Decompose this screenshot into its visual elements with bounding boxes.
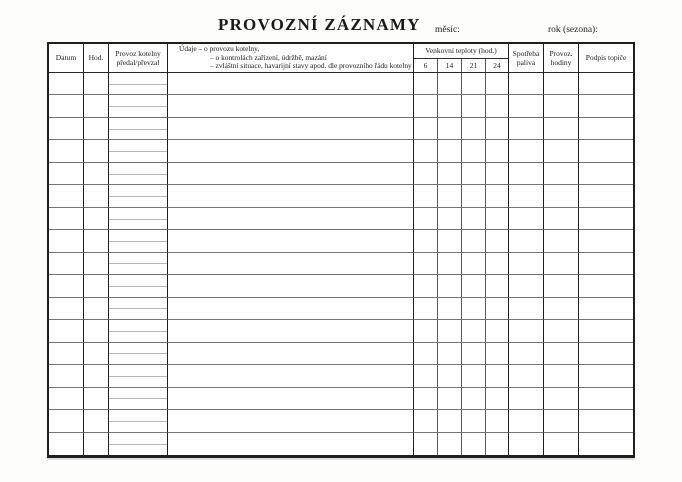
body-cell [579,253,633,275]
body-cell [168,343,414,365]
body-cell [544,275,579,297]
body-cell [109,208,168,230]
body-cell [49,185,84,207]
body-cell [168,298,414,320]
body-cell [109,298,168,320]
body-cell [544,410,579,432]
body-cell [509,95,544,117]
body-cell [462,320,486,342]
body-cell [486,275,509,297]
body-cell [462,140,486,162]
header-spotreba-paliva [509,44,544,73]
body-cell [84,118,109,140]
handover-split-line [109,421,167,422]
body-cell [579,388,633,410]
body-cell [168,230,414,252]
handover-split-line [109,219,167,220]
body-cell [509,118,544,140]
body-cell [509,433,544,455]
header-hod-label: Hod. [88,53,104,63]
body-cell [49,118,84,140]
body-cell [109,230,168,252]
header-datum [49,44,84,73]
body-cell [84,140,109,162]
body-cell [438,410,462,432]
header-udaje-line2: – o kontrolách zařízení, údržbě, mazání [210,52,327,62]
body-cell [49,275,84,297]
body-cell [414,253,438,275]
body-cell [438,230,462,252]
body-cell [49,253,84,275]
body-cell [579,343,633,365]
body-cell [414,433,438,455]
header-udaje-line1: Údaje – o provozu kotelny, [179,43,260,53]
body-cell [49,433,84,455]
body-cell [544,343,579,365]
body-cell [49,298,84,320]
body-cell [109,275,168,297]
body-cell [168,208,414,230]
header-provoz-hodiny-line1: Provoz. [549,48,573,58]
header-provoz-kotelny [109,44,168,73]
body-cell [462,410,486,432]
body-cell [579,298,633,320]
body-cell [579,433,633,455]
body-cell [49,140,84,162]
header-udaje [168,44,414,73]
body-cell [509,320,544,342]
handover-split-line [109,444,167,445]
body-cell [462,343,486,365]
body-cell [486,320,509,342]
body-cell [462,163,486,185]
header-provoz-line1: Provoz kotelny [115,48,161,58]
body-cell [414,275,438,297]
body-cell [509,275,544,297]
body-cell [544,140,579,162]
body-cell [462,118,486,140]
body-cell [579,185,633,207]
body-cell [109,140,168,162]
body-cell [414,320,438,342]
handover-split-line [109,129,167,130]
page-title: PROVOZNÍ ZÁZNAMY [218,15,421,34]
body-cell [438,95,462,117]
header-venkovni-teploty [414,44,509,73]
body-cell [438,275,462,297]
body-cell [109,410,168,432]
body-cell [509,73,544,95]
body-cell [109,320,168,342]
body-cell [168,320,414,342]
body-cell [49,73,84,95]
body-cell [414,208,438,230]
body-cell [544,95,579,117]
body-cell [84,365,109,387]
body-cell [109,253,168,275]
body-cell [509,230,544,252]
body-cell [414,410,438,432]
body-cell [49,208,84,230]
handover-split-line [109,353,167,354]
body-cell [414,230,438,252]
body-cell [49,320,84,342]
body-cell [414,118,438,140]
body-cell [168,95,414,117]
body-cell [486,185,509,207]
body-cell [414,388,438,410]
body-cell [509,343,544,365]
body-cell [84,208,109,230]
handover-split-line [109,286,167,287]
header-udaje-line3: – zvláštní situace, havarijní stavy apod. dle provozního řádu kotelny [210,61,412,71]
body-cell [168,365,414,387]
body-cell [168,253,414,275]
header-provoz-hodiny [544,44,579,73]
body-cell [438,365,462,387]
header-hour-14: 14 [438,59,462,73]
body-cell [84,433,109,455]
body-cell [486,163,509,185]
header-podpis-topice [579,44,633,73]
body-cell [414,140,438,162]
handover-split-line [109,376,167,377]
body-cell [49,388,84,410]
body-cell [544,433,579,455]
body-cell [544,253,579,275]
body-cell [109,95,168,117]
body-cell [462,253,486,275]
handover-split-line [109,308,167,309]
body-cell [414,185,438,207]
body-cell [168,275,414,297]
header-provoz-hodiny-line2: hodiny [550,58,572,67]
body-cell [84,388,109,410]
body-cell [84,95,109,117]
body-cell [49,365,84,387]
body-cell [109,388,168,410]
body-cell [84,73,109,95]
body-cell [84,163,109,185]
body-cell [109,365,168,387]
body-cell [486,388,509,410]
body-cell [486,140,509,162]
body-cell [509,298,544,320]
body-cell [438,253,462,275]
handover-split-line [109,106,167,107]
body-cell [462,433,486,455]
body-cell [462,95,486,117]
handover-split-line [109,84,167,85]
body-cell [168,185,414,207]
header-podpis-label: Podpis topiče [585,53,627,63]
body-cell [414,365,438,387]
body-cell [486,73,509,95]
body-cell [414,73,438,95]
body-cell [84,298,109,320]
body-cell [509,365,544,387]
year-label: rok (sezona): [548,25,598,35]
body-cell [84,185,109,207]
body-cell [84,320,109,342]
body-cell [544,298,579,320]
body-cell [438,343,462,365]
body-cell [168,388,414,410]
body-cell [168,118,414,140]
body-cell [414,343,438,365]
body-cell [84,343,109,365]
header-hod [84,44,109,73]
header-hour-6: 6 [414,59,438,73]
body-cell [462,208,486,230]
body-cell [438,185,462,207]
body-cell [168,433,414,455]
body-cell [509,140,544,162]
body-cell [84,410,109,432]
body-cell [414,163,438,185]
body-cell [486,298,509,320]
body-cell [509,185,544,207]
body-cell [49,410,84,432]
body-cell [486,230,509,252]
body-cell [579,73,633,95]
body-cell [544,320,579,342]
body-cell [84,275,109,297]
log-table [47,42,635,458]
body-cell [109,433,168,455]
body-cell [438,433,462,455]
body-cell [438,140,462,162]
body-cell [49,343,84,365]
body-cell [544,73,579,95]
header-spotreba-line2: paliva [516,58,536,67]
body-cell [49,230,84,252]
body-cell [84,253,109,275]
body-cell [579,208,633,230]
body-cell [438,118,462,140]
body-cell [579,95,633,117]
body-cell [509,388,544,410]
handover-split-line [109,331,167,332]
body-cell [544,185,579,207]
body-cell [462,73,486,95]
body-cell [579,410,633,432]
handover-split-line [109,151,167,152]
body-cell [486,95,509,117]
body-cell [462,275,486,297]
body-cell [438,163,462,185]
body-cell [438,320,462,342]
body-cell [49,95,84,117]
body-cell [109,73,168,95]
body-cell [438,298,462,320]
body-cell [168,410,414,432]
header-provoz-line2: předal/převzal [116,58,160,67]
handover-split-line [109,241,167,242]
body-cell [168,73,414,95]
venkovni-teploty-label: Venkovní teploty (hod.) [414,44,508,59]
body-cell [509,208,544,230]
handover-split-line [109,263,167,264]
handover-split-line [109,196,167,197]
header-datum-label: Datum [55,53,77,63]
body-cell [414,95,438,117]
header-spotreba-line1: Spotřeba [512,48,540,58]
body-cell [509,253,544,275]
body-cell [486,343,509,365]
body-cell [462,230,486,252]
body-cell [579,230,633,252]
body-cell [109,163,168,185]
body-cell [486,208,509,230]
body-cell [579,365,633,387]
body-cell [486,118,509,140]
body-cell [462,185,486,207]
body-cell [109,343,168,365]
header-hour-24: 24 [493,60,501,70]
body-cell [544,118,579,140]
body-cell [579,118,633,140]
body-cell [438,388,462,410]
body-cell [414,298,438,320]
body-cell [462,388,486,410]
body-cell [544,388,579,410]
body-cell [579,320,633,342]
body-cell [438,208,462,230]
header-hour-21: 21 [462,59,486,73]
body-cell [579,275,633,297]
body-cell [49,163,84,185]
body-cell [84,230,109,252]
body-cell [579,140,633,162]
body-cell [544,163,579,185]
body-cell [544,365,579,387]
body-cell [486,433,509,455]
body-cell [486,253,509,275]
venkovni-teploty-hours [414,59,508,73]
body-cell [438,73,462,95]
body-cell [579,163,633,185]
body-cell [509,410,544,432]
body-cell [462,365,486,387]
body-cell [544,230,579,252]
body-cell [509,163,544,185]
month-label: měsíc: [435,25,460,35]
body-cell [168,163,414,185]
handover-split-line [109,398,167,399]
body-cell [168,140,414,162]
body-cell [462,298,486,320]
body-cell [544,208,579,230]
body-cell [486,365,509,387]
body-cell [109,185,168,207]
body-cell [486,410,509,432]
handover-split-line [109,174,167,175]
body-cell [109,118,168,140]
